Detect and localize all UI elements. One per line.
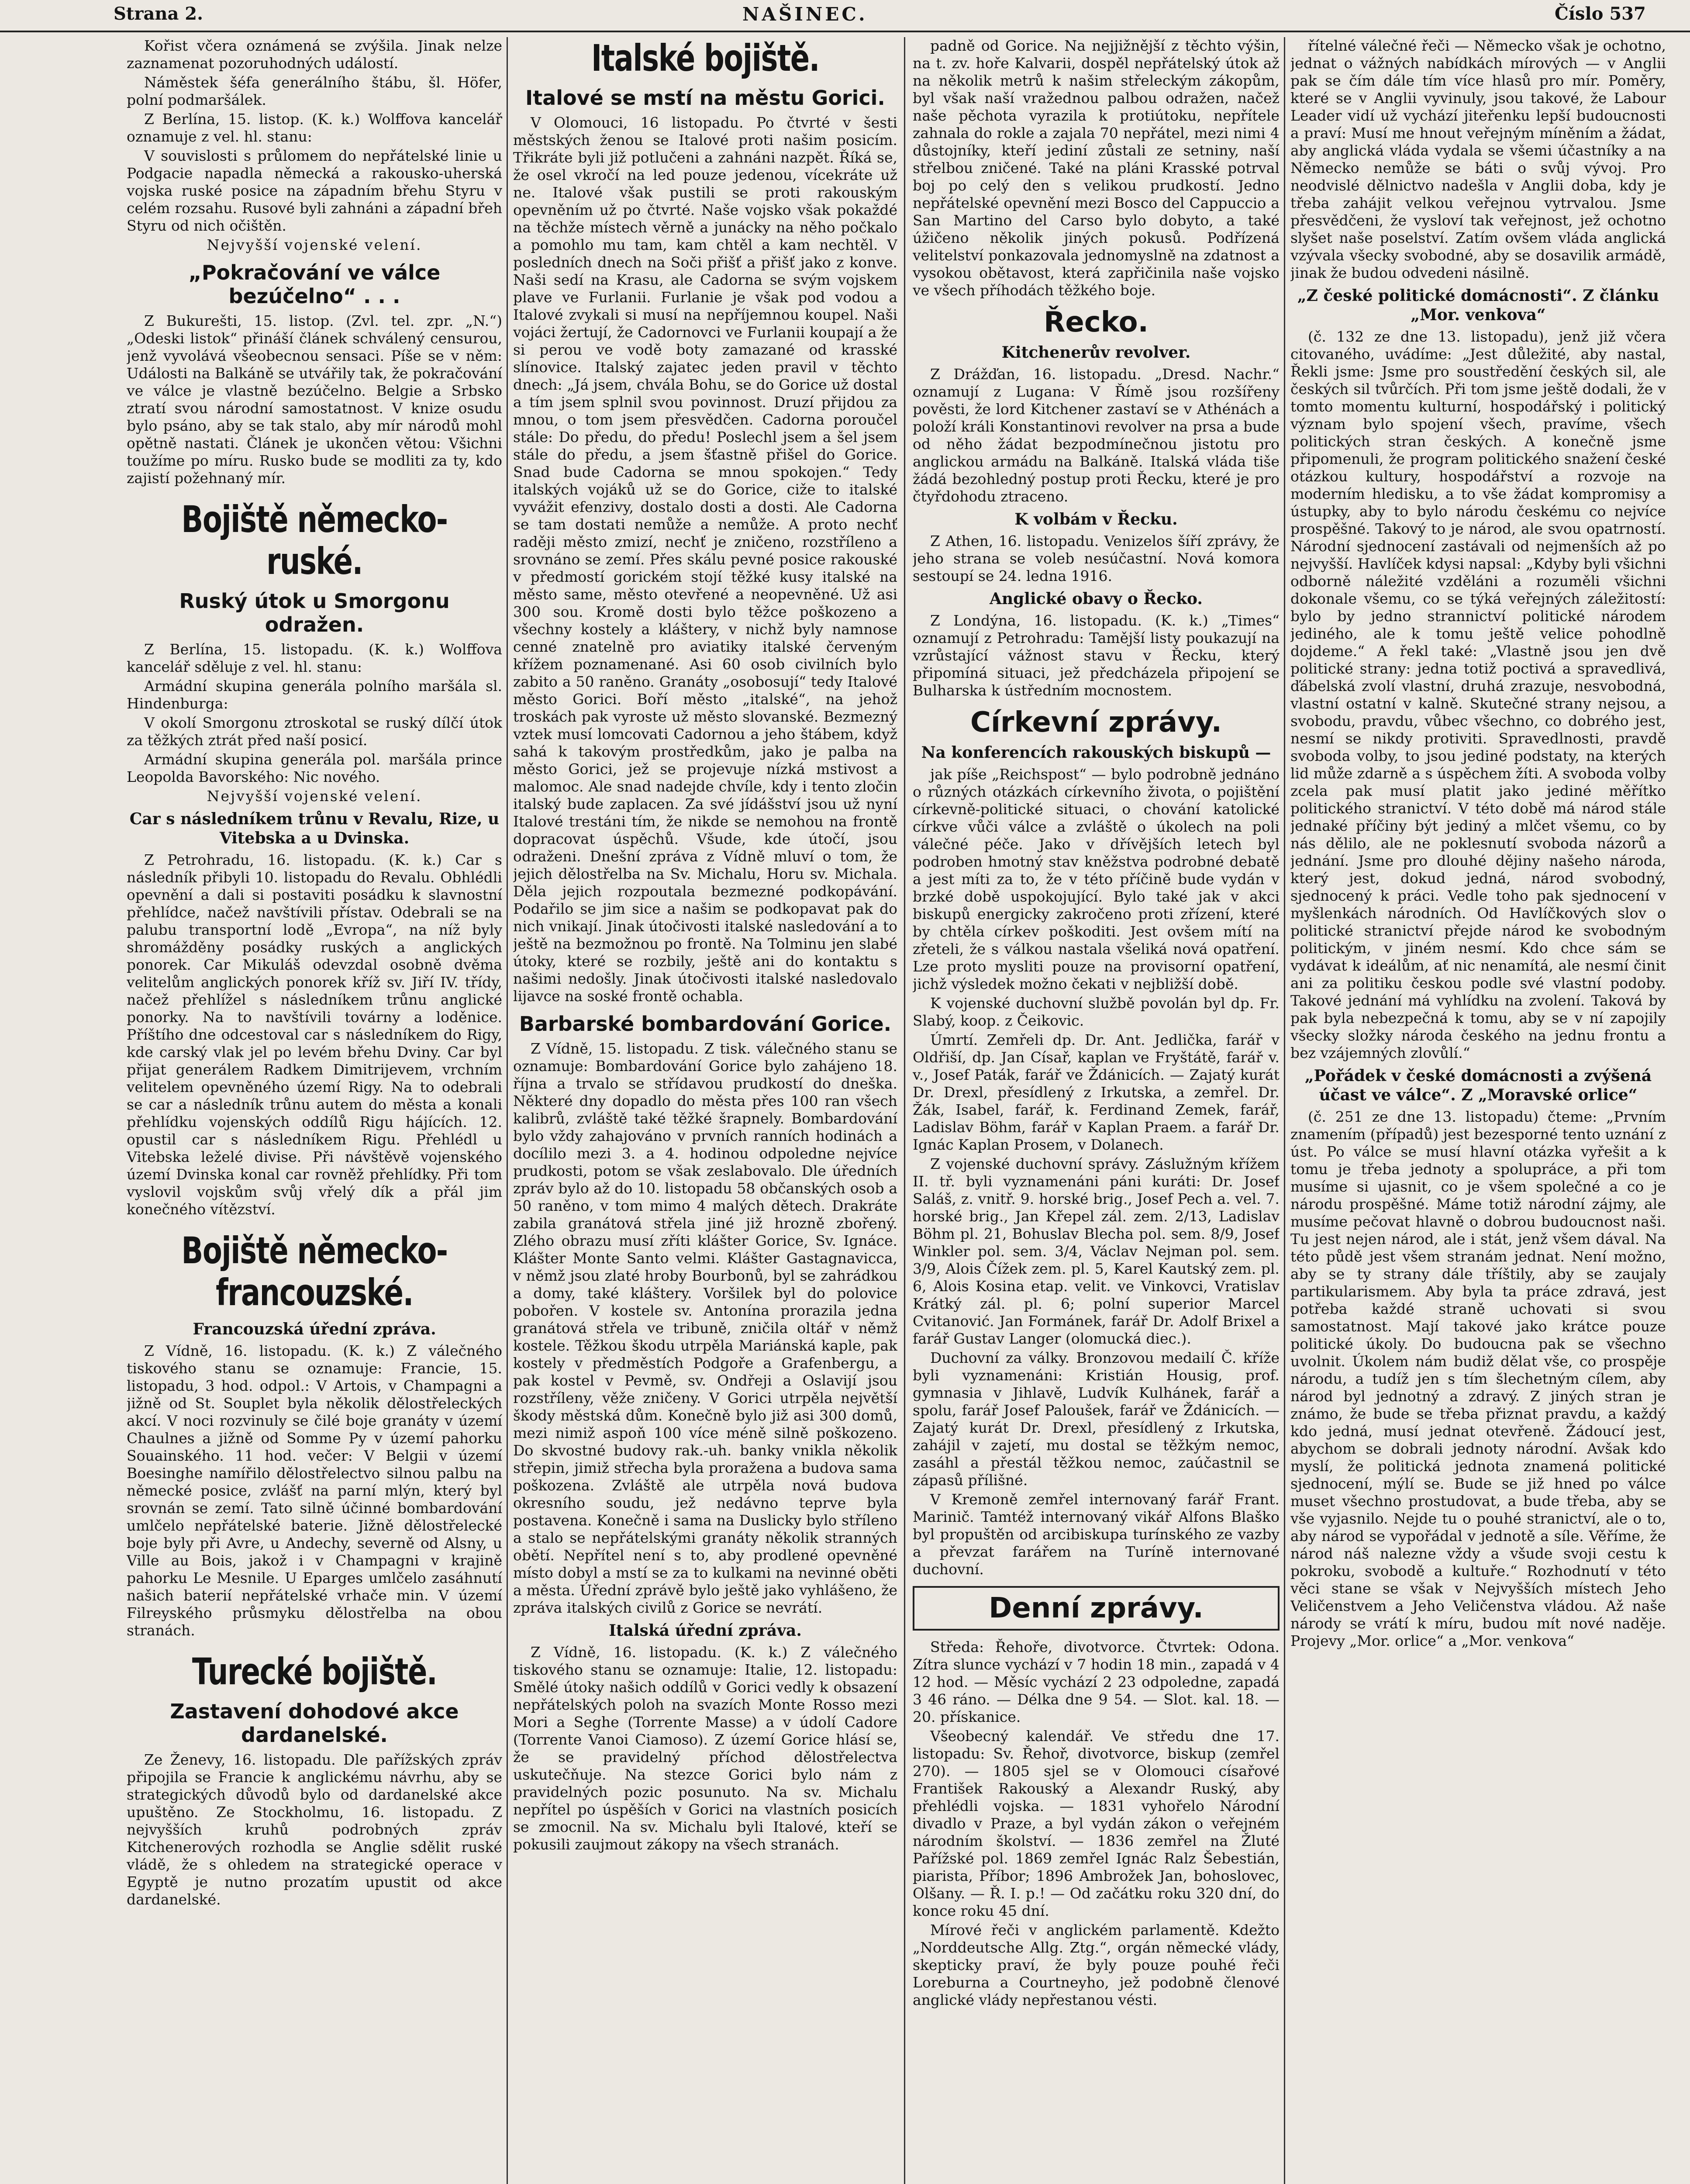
headline: Italové se mstí na městu Gorici. [525, 86, 885, 110]
subheadline: Anglické obavy o Řecko. [990, 590, 1203, 608]
article-text: Z vojenské duchovní správy. Záslužným křížem II. tř. byli vyznamenáni páni kuráti: Dr. Josef Saláš, z. vnitř. 9. horské brig., Josef Pech a. vel. 7. horské brig., Jan Křepel zál. zem. 2/13, Ladislav Böhm pl. 21, Bohuslav Blecha pol. sem. 8/9, Josef Winkler pol. sem. 3/4, Václav Nejman pol. sem. 3/9, Alois Čížek zem. pl. 5, Karel Kautský zem. pl. 6, Alois Kosina etap. velit. ve Vinkovci, Vratislav Krátký zál. pl. 6; polní superior Marcel Cvitanović. Jan Formánek, farář Dr. Adolf Brixel a farář Gustav Langer (olomucká diec.). [913, 1155, 1280, 1347]
headline: Ruský útok u Smorgonu odražen. [179, 589, 450, 636]
article-text: (č. 251 ze dne 13. listopadu) čteme: „Prvním znamením (případů) jest bezesporné tento uznání z úst. Po válce se musí hlavní otázka vyřešit a k tomu je třeba jednoty a spolupráce, a při tom musíme si ujasnit, co je všem společné a co je národu prospěšné. Máme totiž národní zájmy, ale musíme pečovat hlavně o dobrou budoucnost naši. Tu jest nejen národ, ale i stát, jenž všem dával. Na této půdě jest všem stranám jednat. Není možno, aby se ty strany dále tříštily, aby se zaujaly partikularismem. Aby byla ta práce zdravá, jest potřeba každé straně uchovati si svou samostatnost. Mají takové jako krátce pouze politické úkoly. Do budoucna pak se všechno uvolnit. Úkolem nám budiž dělat vše, co prospěje národu, a tudíž jen s tím šlechetným cílem, aby národ byl jednotný a zdravý. Z jiných stran je známo, že bude se třeba přiznat pravdu, a každý kdo jedná, musí jednat otevřeně. Žádoucí jest, abychom se dobrali jednoty národní. Avšak kdo myslí, že politická jednota znamená politické sjednocení, mýlí se. Bude se již hned po válce muset všechno prostudovat, a bude třeba, aby se vše vyjasnilo. Nejde tu o pouhé stranictví, ale o to, aby národ se vypořádal v jednotě a síle. Věříme, že národ náš nalezne vždy a všude svoji cestu k pokroku, svobodě a kultuře.“ Rozhodnutí v této věci stane se však v Nejvyšších místech Jeho Veličenstvem a Jeho Veličenstva vládou. Až naše národy se vrátí k míru, budou mít nové naděje. Projevy „Mor. orlice“ a „Mor. venkova“ [1290, 1108, 1666, 1649]
article-text: (č. 132 ze dne 13. listopadu), jenž již včera citovaného, uvádíme: „Jest důležité, aby nastal, Řekli jsme: Jsme pro soustředění českých sil, ale českých sil tvůrčích. Při tom jsme ještě dodali, že v tomto momentu kulturní, hospodářský i politický význam bylo spojení všech, pravíme, všech politických stran českých. A konečně jsme připomenuli, že program politického snažení české otázkou kultury, hospodářství a rozvoje na moderním hledisku, a to vše žádat kompromisy a ústupky, aby to bylo národu českému co nejvíce prospěšné. Takový to je národ, ale svou opatrností. Národní sjednocení zastávali od nejmenších až po nejvyšší. Havlíček kdysi napsal: „Kdyby byli všichni odborně náležité vzděláni a rozuměli všichni dokonale všemu, co se týká veřejných záležitostí: bylo by jedno strannictví politické národem jediného, ale k tomu ještě velice pohodlně dojdeme.“ A řekl také: „Vlastně jsou jen dvě politické strany: jedna totiž poctivá a spravedlivá, ďábelská zvolí vlastní, druhá zrazuje, nesvobodná, vlastní ostatní v kalně. Skutečné strany nejsou, a svobodu, pravdu, vůbec všechno, co dobrého jest, nesmí se nikdy protiviti. Spravedlnosti, pravdě svoboda volby, to jsou jediné podstaty, na kterých lid může zdarně a s úspěchem žíti. A svoboda volby zcela pak musí platit jako jediné měřítko politického stranictví. V této době má národ stále jednaké příčiny být jediný a mlčet všemu, co by nás dělilo, ale ne poklesnutí svoboda názorů a jednání. Jsme pro dlouhé dějiny našeho národa, který jest, dokud jedná, národ svobodný, sjednocený k práci. Vedle toho pak sjednocení v myšlenkách národních. Od Havlíčkových slov o politické stranictví přejde národ ke svobodným politickým, v jiném nesmí. Kdo chce sám se vydávat k ideálům, ať nic nenamítá, ale nesmí činit ani za politiku českou podle své vlastní podoby. Takové jednání má vyhlídku na zvolení. Taková by pak byla nebezpečná k tomu, aby se v ní zapojily všecky složky národa českého na jednu frontu a bez vzájemných zlovůlí.“ [1290, 328, 1666, 1061]
article-text: Kořist včera oznámená se zvýšila. Jinak nelze zaznamenat pozoruhodných událostí. [127, 37, 502, 72]
dateline: Z Berlína, 15. listop. (K. k.) Wolffova kancelář oznamuje z vel. hl. stanu: [127, 111, 502, 145]
article-text: Z Vídně, 15. listopadu. Z tisk. válečného stanu se oznamuje: Bombardování Gorice bylo zahájeno 18. října a trvalo se střídavou prudkostí do dneška. Některé dny dopadlo do města přes 100 ran všech kalibrů, zvláště také těžké šrapnely. Bombardování bylo vždy zahajováno v prvních ranních hodinách a docílilo mezi 3. a 4. hodinou odpoledne nejvíce prudkosti, potom se však zeslabovalo. Dle úředních zpráv bylo až do 10. listopadu 58 občanských osob a 50 raněno, v tom mimo 4 malých dětech. Drakráte zabila granátová střela jiné již hrozně zbořený. Zlého obrazu musí zříti klášter Gorice, Sv. Ignáce. Klášter Monte Santo velmi. Klášter Gastagnavicca, v němž jsou zlaté hroby Bourbonů, byl se zahrádkou a domy, také kláštery. Voršilek byl do polovice pobořen. V kostele sv. Antonína prorazila jedna granátová střela ve tribuně, zničila oltář v němž kostele. Těžkou škodu utrpěla Mariánská kaple, pak kostely v předměstích Podgoře a Grafenbergu, a pak kostel v Pevmě, sv. Ondřeji a Oslavijí jsou rozstříleny, věže zničeny. V Gorici utrpěla největší škody městská dům. Konečně bylo již asi 300 domů, mezi nimiž aspoň 100 více méně silně poškozeno. Do skvostné budovy rak.-uh. banky vnikla několik střepin, jimiž střecha byla proražena a budova sama poškozena. Zvláště ale utrpěla nová budova okresního soudu, jež nedávno teprve byla postavena. Konečně i sama na Duslicky bylo stříleno a stalo se nepřátelskými granáty několik stranných obětí. Nepřítel není s to, aby prodlené opevněné místo dobyl a mstí se za to kulkami na nevinné oběti a města. Úřední zprávě bylo ještě jako vyhlášeno, že zpráva italských civilů z Gorice se nevrátí. [513, 1040, 897, 1616]
headline: Řecko. [1044, 306, 1149, 339]
subheadline: „Pořádek v české domácnosti a zvýšená účast ve válce“. Z „Moravské orlice“ [1304, 1067, 1652, 1104]
article-text: Armádní skupina generála polního maršála sl. Hindenburga: [127, 677, 502, 712]
column-rule [507, 37, 508, 2184]
article-text: Z Vídně, 16. listopadu. (K. k.) Z válečného tiskového stanu se oznamuje: Italie, 12. listopadu: Smělé útoky našich oddílů v Gorici vedly k obsazení nepřátelských poloh na svazích Monte Rosso mezi Mori a Seghe (Torrente Masse) a v údolí Cadore (Torrente Vanoi Ciamoso). Z území Gorice hlásí se, že se pravidelný příchod dělostřelectva uskutečňuje. Na stezce Gorici bylo nám z pravidelných pozic posunuto. Na sv. Michalu nepřítel po úspěších v Gorici na vlastních posicích se zmocnil. Na sv. Michalu byli Italové, kteří se pokusili zaujmout zákopy na všech stranách. [513, 1644, 897, 1853]
article-text: V Olomouci, 16 listopadu. Po čtvrté v šesti městských ženou se Italové proti našim posicím. Třikráte byli již potlučeni a zahnáni nazpět. Říká se, že osel vkročí na led pouze jedenou, vícekráte už ne. Italové však pustili se proti rakouským opevněním už po čtvrté. Naše vojsko však pokaždé na těchže místech věrně a junácky na něho počkalo a pomohlo mu tam, kam chtěl a kam nechtěl. V posledních dnech na Soči přišť a přišť jako z konve. Naši sedí na Krasu, ale Cadorna se svým vojskem plave ve Furlanii. Furlanie je však pod vodou a Italové zvykali si musí na nepříjemnou koupel. Naši vojáci žertují, že Cadornovci ve Furlanii koupají a že si perou ve vodě boty zamazané od krasské slínovice. Italský zajatec jeden pravil v těchto dnech: „Já jsem, chvála Bohu, se do Gorice už dostal a tím jsem splnil svou povinnost. Druzí přijdou za mnou, o tom jsem přesvědčen. Cadorna poroučel stále: Do předu, do předu! Poslechl jsem a šel jsem stále do předu, a jsem šťastně přišel do Gorice. Snad bude Cadorna se mnou spokojen.“ Tedy italských vojáků už se do Gorice, ciže to italské vyvážit efenzivy, dostalo dosti a dosti. Ale Cadorna se tam dostati nemůže a nemůže. A proto nechť raději město zmizí, nechť je zničeno, rozstříleno a srovnáno se zemí. Přes skálu pevné posice rakouské v předmostí gorickém stojí těžké kusy italské na město same, město otevřené a neopevněné. Už asi 300 sou. Kromě dosti bylo těžce poškozeno a všechny kostely a kláštery, v nichž byly namnose cenné znatelně pro aviatiky italské červeným křížem poznamenané. Asi 60 osob civilních bylo zabito a 50 raněno. Granáty „osobosují“ tedy Italové město Gorici. Boří město „italské“, na jehož troskách pak vyroste už město slovanské. Bezmezný vztek musí lomcovati Cadornou a jeho štábem, když sahá k takovým prostředkům, jako je palba na město Gorici, jež se projevuje nízká mstivost a malomoc. Ale snad nadejde chvíle, kdy i tento zločin italský bude zaplacen. Za své jídášství jsou už nyní Italové trestáni tím, že nikde se nemohou na frontě dopracovat úspěchů. Všude, kde útočí, jsou odraženi. Dnešní zpráva z Vídně mluví o tom, že jejich dělostřelba na Sv. Michalu, Horu sv. Michala. Děla jejich rozpoutala bezmezné podkopávání. Podařilo se jim sice a našim se podkopavat pak do nich vnikají. Jinak útočivosti italské nasledování a to ještě na bezmožnou po frontě. Na Tolminu jen slabé útoky, které se rozbily, ještě ani do kontaktu s našimi nedošly. Jinak útočivosti italské nasledovalo lijavce na soské frontě ochabla. [513, 114, 897, 1005]
subheadline: Na konferencích rakouských biskupů — [921, 743, 1271, 762]
masthead [0, 0, 1690, 32]
headline: Církevní zprávy. [970, 706, 1222, 739]
article-text: Z Londýna, 16. listopadu. (K. k.) „Times“ oznamují z Petrohradu: Tamější listy poukazují na vzrůstající vážnost stavu v Řecku, který připomíná situaci, jež předcházela připojení se Bulharska k ústředním mocnostem. [913, 612, 1280, 699]
signature: Nejvyšší vojenské velení. [207, 236, 422, 253]
newspaper-title: NAŠINEC. [742, 3, 868, 25]
article-text: V Kremoně zemřel internovaný farář Frant. Marinič. Tamtéž internovaný vikář Alfons Blaško byl propuštěn od arcibiskupa turínského ze vazby a převzat farářem na Turíně internované duchovní. [913, 1491, 1280, 1578]
article-text: Ze Ženevy, 16. listopadu. Dle pařížských zpráv připojila se Francie k anglickému návrhu, aby se strategických důvodů bylo od dardanelské akce upuštěno. Ze Stockholmu, 16. listopadu. Z nejvyšších kruhů podrobných zpráv Kitchenerových rozhodla se Anglie sdělit ruské vládě, že s ohledem na strategické operace v Egyptě je nutno prozatím upustit od akce dardanelské. [127, 1751, 502, 1908]
article-text: padně od Gorice. Na nejjižnější z těchto výšin, na t. zv. hoře Kalvarii, dospěl nepřátelský útok až na několik metrů k našim střeleckým zákopům, byl však naší vražednou palbou odražen, načež naše pěchota vyrazila k protiútoku, nepřítele zahnala do rokle a zajala 70 nepřátel, mezi nimi 4 důstojníky, kteří jediní zůstali ze setniny, naší střelbou zničené. Také na pláni Krasské potrval boj po celý den s velikou prudkostí. Jedno nepřátelské opevnění mezi Bosco del Cappuccio a San Martino del Carso bylo dobyto, a také úžičeno několik jiných pokusů. Podřízená velitelství ponkazovala jednomyslně na zdatnost a vysokou obětavost, která zapřičinila naše vojsko ve všech příhodách těžkého boje. [913, 37, 1280, 299]
column-4 [1290, 37, 1666, 2184]
article-text: K vojenské duchovní službě povolán byl dp. Fr. Slabý, koop. z Čeikovic. [913, 995, 1280, 1029]
article-text: Všeobecný kalendář. Ve středu dne 17. listopadu: Sv. Řehoř, divotvorce, biskup (zemřel 270). — 1805 sjel se v Olomouci císařové František Rakouský a Alexandr Ruský, aby přehlédli vojska. — 1831 vyhořelo Národní divadlo v Praze, a byl vydán zákon o veřejném národním školství. — 1836 zemřel na Žluté Pařížské pol. 1869 zemřel Ignác Ralz Šebestián, piarista, Příbor; 1896 Ambrožek Jan, bohoslovec, Olšany. — Ř. I. p.! — Od začátku roku 320 dní, do konce roku 45 dní. [913, 1728, 1280, 1919]
article-text: Z Petrohradu, 16. listopadu. (K. k.) Car s následník přibyli 10. listopadu do Revalu. Obhlédli opevnění a dali si postaviti posádku k slavnostní přehlídce, načež navštívili přístav. Odebrali se na palubu transportní lodě „Evropa“, na níž byly shromážděny posádky ruských a anglických ponorek. Car Mikuláš odevzdal osobně dvěma velitelům anglických ponorek kříž sv. Jiří IV. třídy, načež přehlížel s následníkem trůnu anglické ponorky. Na to navštívili továrny a loděnice. Příštího dne odcestoval car s následníkem do Rigy, kde carský vlak jel po levém břehu Dviny. Car byl přijat generálem Radkem Dimitrijevem, vrchním velitelem opevněného území Rigy. Na to odebrali se car a následník trůnu autem do města a konali přehlídku vojenských oddílů Rigu hájících. 12. opustil car s následníkem Rigu. Přehlédl u Vitebska leželé divise. Při návštěvě vojenského území Dvinska konal car rovněž přehlídky. Při tom vyslovil vojskům svůj vřelý dík a přál jim konečného vítězství. [127, 851, 502, 1218]
subheadline: „Z české politické domácnosti“. Z článku „Mor. venkova“ [1297, 287, 1659, 324]
section-banner: Italské bojiště. [591, 37, 819, 79]
article-text: V souvislosti s průlomem do nepřátelské linie u Podgacie napadla německá a rakousko-uherská vojska ruské posice na západním břehu Styru v celém rozsahu. Rusové byli zahnáni a západní břeh Styru od nich očištěn. [127, 147, 502, 234]
section-banner: Bojiště německo-ruské. [181, 498, 448, 583]
article-text: jak píše „Reichspost“ — bylo podrobně jednáno o různých otázkách církevního života, o pojištění církevně-politické situaci, o chování katolické církve vůči válce a zvláště o úkolech na poli válečné péče. Jako v dřívějších letech byl podroben hmotný stav kněžstva podrobné debatě a jest míti za to, že v této příčině bude vydán v brzké době uspokojující. Bylo také jak v akci biskupů energicky zakročeno proti zřízení, které by chtěla církev poškoditi. Jest ovšem mítí na zřeteli, že s válkou nastala všeliká nová opatření. Lze proto mysliti pouze na provisorní opatření, jichž výsledek možno čekati v nejbližší době. [913, 766, 1280, 992]
column-1 [127, 37, 502, 2184]
article-text: Duchovní za války. Bronzovou medailí Č. kříže byli vyznamenáni: Kristián Housig, prof. gymnasia v Jihlavě, Ludvík Kulhánek, farář a spolu, farář Josef Paloušek, farář ve Ždánicích. — Zajatý kurát Dr. Drexl, přesídlený z Irkutska, zahájil v zajetí, mu dostal se těžkým nemoc, zasáhl a přestál těžkou nemoc, zaúčastnil se zápasů přílišné. [913, 1349, 1280, 1489]
section-banner: Bojiště německo-francouzské. [181, 1229, 448, 1314]
article-text: Náměstek šéfa generálního štábu, šl. Höfer, polní podmaršálek. [127, 74, 502, 108]
column-rule [904, 37, 905, 2184]
column-rule [1284, 37, 1285, 2184]
dateline: Z Berlína, 15. listopadu. (K. k.) Wolffova kancelář sděluje z vel. hl. stanu: [127, 641, 502, 675]
signature: Nejvyšší vojenské velení. [207, 788, 422, 805]
subheadline: Kitchenerův revolver. [1001, 343, 1191, 362]
article-text: V okolí Smorgonu ztroskotal se ruský dílčí útok za těžkých ztrát před naší posicí. [127, 714, 502, 749]
column-2 [513, 37, 897, 2184]
page-number-left: Strana 2. [114, 3, 203, 24]
article-text: Úmrtí. Zemřeli dp. Dr. Ant. Jedlička, farář v Oldřiší, dp. Jan Císař, kaplan ve Fryštátě, farář v. v., Josef Paták, farář ve Ždánicích. — Zajatý kurát Dr. Drexl, přesídlený z Irkutska, a zemřel. Dr. Žák, Isabel, farář, k. Ferdinand Zemek, farář, Ladislav Böhm, farář v Kaplan Praem. a farář Dr. Ignác Kaplan Prosem, v Dolanech. [913, 1031, 1280, 1153]
headline-boxed: Denní zprávy. [913, 1586, 1280, 1631]
article-text: Z Athen, 16. listopadu. Venizelos šíří zprávy, že jeho strana se voleb nesúčastní. Nová komora sestoupí se 24. ledna 1916. [913, 532, 1280, 584]
headline: „Pokračování ve válce bezúčelno“ . . . [188, 261, 441, 308]
headline: Zastavení dohodové akce dardanelské. [170, 1700, 459, 1747]
subheadline: K volbám v Řecku. [1014, 510, 1178, 529]
subheadline: Francouzská úřední zpráva. [193, 1320, 436, 1338]
article-text: Armádní skupina generála pol. maršála prince Leopolda Bavorského: Nic nového. [127, 751, 502, 785]
article-text: Z Drážďan, 16. listopadu. „Dresd. Nachr.“ oznamují z Lugana: V Římě jsou rozšířeny pověsti, že lord Kitchener zastaví se v Athénách a položí králi Konstantinovi revolver na prsa a bude od něho žádat bezpodmínečnou jistotu pro anglickou armádu na Balkáně. Italská vláda tiše žádá bezohledný postup proti Řecku, které je pro čtyřdohodu ztraceno. [913, 366, 1280, 505]
article-text: Z Bukurešti, 15. listop. (Zvl. tel. zpr. „N.“) „Odeski listok“ přináší článek schválený censurou, jenž vyvolává všeobecnou sensaci. Píše se v něm: Události na Balkáně se utvářily tak, že pokračování ve válce je vlastně bezúčelno. Belgie a Srbsko ztratí svou národní samostatnost. V knize osudu bylo psáno, aby se tak stalo, aby mír národů mohl opětně nastati. Článek je ukončen větou: Všichni toužíme po míru. Rusko bude se modliti za ty, kdo zajistí požehnaný mír. [127, 312, 502, 487]
column-3 [913, 37, 1280, 2184]
subheadline: Italská úřední zpráva. [609, 1621, 802, 1640]
subheadline: Car s následníkem trůnu v Revalu, Rize, u Vitebska a u Dvinska. [129, 810, 500, 847]
article-text: Mírové řeči v anglickém parlamentě. Kdežto „Norddeutsche Allg. Ztg.“, orgán německé vlády, skepticky praví, že byly pouze pouhé řeči Loreburna a Courtneyho, jež podobně členové anglické vlády nepřestanou vésti. [913, 1921, 1280, 2008]
issue-number: Číslo 537 [1555, 3, 1646, 24]
section-banner: Turecké bojiště. [192, 1650, 437, 1693]
headline: Barbarské bombardování Gorice. [519, 1012, 892, 1036]
article-text: Z Vídně, 16. listopadu. (K. k.) Z válečného tiskového stanu se oznamuje: Francie, 15. listopadu, 3 hod. odpol.: V Artois, v Champagni a jižně od St. Souplet byla několik dělostřeleckých akcí. V noci rozvinuly se čilé boje granáty v území Chaulnes a jižně od Somme Py v území pahorku Souainského. 11 hod. večer: V Belgii v území Boesinghe namířilo dělostřelectvo silnou palbu na německé posice, zvlášť na parní mlýn, který byl srovnán se zemí. Tato silně účinné bombardování umlčelo nepřátelské baterie. Jižně dělostřelecké boje byly při Avre, u Andechy, severně od Alsny, u Ville au Bois, jakož i v Champagni v krajině pahorku Le Mesnile. U Eparges umlčelo zasáhnutí našich baterií nepřátelské vrhače min. V území Filreyského průsmyku dělostřelba na obou stranách. [127, 1342, 502, 1639]
calendar-text: Středa: Řehoře, divotvorce. Čtvrtek: Odona. Zítra slunce vychází v 7 hodin 18 min., zapadá v 4 12 hod. — Měsíc vychází 2 23 odpoledne, zapadá 3 46 ráno. — Délka dne 9 54. — Slot. kal. 18. — 20. přískanice. [913, 1638, 1280, 1725]
article-text: řítelné válečné řeči — Německo však je ochotno, jednat o vážných nabídkách mírových — v Anglii pak se čím dále tím více hlasů pro mír. Poměry, které se v Anglii vyvinuly, jsou takové, že Labour Leader vidí už vychází jiteřenku lepší budoucnosti a praví: Musí me hnout veřejným míněním a žádat, aby anglická vláda vydala se všemi účastníky a na Německo nemůže se báti o svůj vývoj. Pro neodvislé dělnictvo nadešla v Anglii doba, kdy je třeba zahájit velkou veřejnou vytrvalou. Jsme přesvědčeni, že vysloví tak veřejnost, jež ochotno slyšet naše poselství. Zatím ovšem vláda anglická vzývala všecky svobodné, aby se dosavilik armádě, jinak že budou odvedeni násilně. [1290, 37, 1666, 281]
